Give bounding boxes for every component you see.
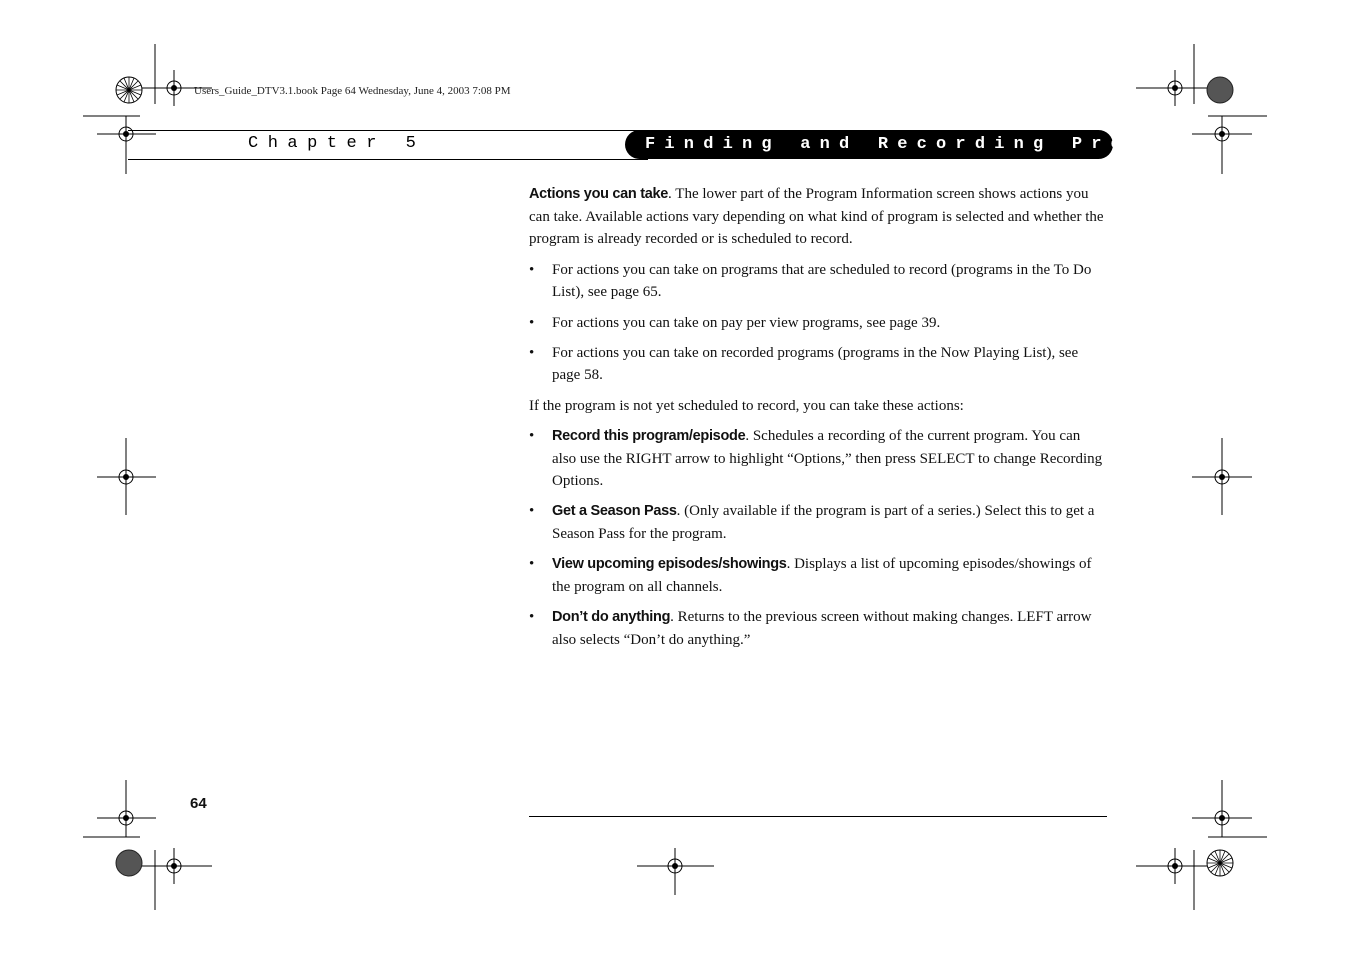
action-text: . Schedules a recording of the current program. You can also use the RIGHT arrow to highlight “Options,” then press SELECT to change Recording Options. (552, 427, 1103, 490)
reference-item (529, 312, 1107, 335)
section-title-banner (625, 130, 1228, 159)
reference-item (529, 342, 1107, 387)
action-text: . (Only available if the program is part of a series.) Select this to get a Season Pass for the program. (552, 503, 1095, 543)
section-title: Finding and Recording Programs (645, 135, 1228, 154)
bullet-glyph: • (529, 344, 535, 361)
starburst-mark-top-left (116, 77, 142, 103)
bullet-glyph: • (529, 556, 535, 573)
bullet-glyph: • (529, 261, 535, 278)
action-title: View upcoming episodes/showings (552, 556, 787, 573)
action-item (529, 553, 1107, 598)
reference-text: For actions you can take on recorded programs (programs in the Now Playing List), see page 58. (552, 344, 1079, 384)
bullet-glyph: • (529, 609, 535, 626)
header-rule-bottom (128, 159, 648, 160)
action-title: Get a Season Pass (552, 503, 677, 520)
action-title: Don’t do anything (552, 609, 671, 626)
bullet-glyph: • (529, 314, 535, 331)
action-item (529, 425, 1107, 493)
header-rule-top (128, 130, 648, 131)
action-text: . Returns to the previous screen without making changes. LEFT arrow also selects “Don’t do anything.” (552, 609, 1092, 648)
intro-paragraph (529, 183, 1107, 251)
reference-text: For actions you can take on pay per view programs, see page 39. (552, 314, 941, 331)
footer-rule (529, 816, 1107, 817)
bullet-glyph: • (529, 503, 535, 520)
solid-mark-top-right (1207, 77, 1233, 103)
bullet-glyph: • (529, 427, 535, 444)
reference-text: For actions you can take on programs that are scheduled to record (programs in the To Do List), see page 65. (552, 261, 1092, 301)
chapter-label: Chapter 5 (248, 134, 426, 153)
solid-mark-bottom-left (116, 850, 142, 876)
book-slug-line: Users_Guide_DTV3.1.book Page 64 Wednesday, June 4, 2003 7:08 PM (194, 85, 511, 97)
page-body (529, 183, 1107, 659)
starburst-mark-bottom-right (1207, 850, 1233, 876)
intro-title: Actions you can take (529, 186, 669, 202)
page-number: 64 (190, 795, 207, 812)
intro-text: . The lower part of the Program Information screen shows actions you can take. Available actions vary depending on what kind of program is selected and whether the program is already recorded or is scheduled to record. (529, 186, 1104, 248)
action-title: Record this program/episode (552, 427, 746, 444)
action-text: . Displays a list of upcoming episodes/showings of the program on all channels. (552, 556, 1092, 596)
reference-item (529, 259, 1107, 304)
action-item (529, 606, 1107, 651)
lead-paragraph: If the program is not yet scheduled to record, you can take these actions: (529, 397, 964, 414)
action-item (529, 500, 1107, 545)
